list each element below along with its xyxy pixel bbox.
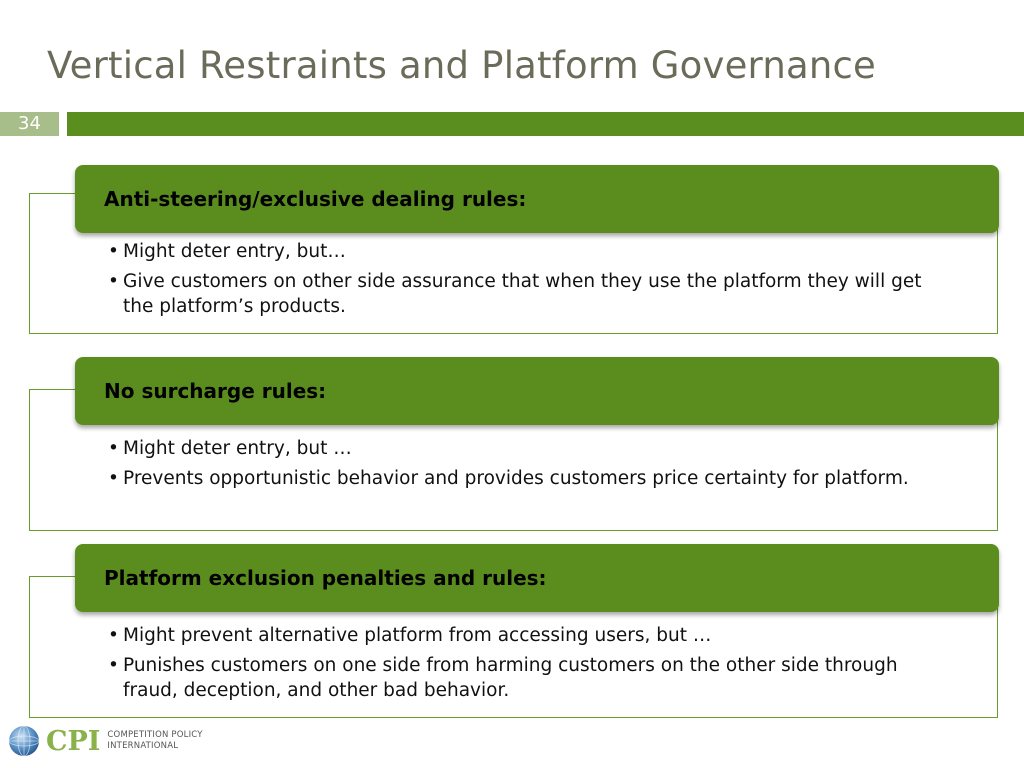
- panel-header-exclusion-penalties: Platform exclusion penalties and rules:: [75, 544, 999, 612]
- bullet-icon: •: [108, 468, 119, 489]
- list-item: • Might deter entry, but…: [108, 241, 346, 262]
- slide-title: Vertical Restraints and Platform Governance: [47, 44, 876, 87]
- list-item: • Prevents opportunistic behavior and provides customers price certainty for platform.: [108, 468, 909, 489]
- slide-number: 34: [0, 112, 59, 136]
- list-item: • Might deter entry, but …: [108, 438, 352, 459]
- bullet-icon: •: [108, 625, 119, 646]
- list-item: • Give customers on other side assurance that when they use the platform they will get the platform’s products.: [108, 271, 922, 317]
- bullet-list-no-surcharge: [108, 436, 938, 496]
- bullet-icon: •: [108, 655, 119, 676]
- list-item: • Might prevent alternative platform from accessing users, but …: [108, 625, 712, 646]
- title-underline-bar: [67, 112, 1024, 136]
- cpi-logo: [8, 719, 203, 763]
- logo-subtitle: COMPETITION POLICY INTERNATIONAL: [107, 730, 203, 751]
- list-item: • Punishes customers on one side from harming customers on the other side through fraud, deception, and other bad behavior.: [108, 655, 898, 701]
- bullet-icon: •: [108, 271, 119, 292]
- bullet-icon: •: [108, 241, 119, 262]
- bullet-list-exclusion-penalties: [108, 623, 938, 708]
- bullet-icon: •: [108, 438, 119, 459]
- logo-letters: CPI: [46, 725, 101, 757]
- bullet-list-anti-steering: [108, 239, 938, 324]
- globe-icon: [8, 721, 40, 761]
- panel-header-no-surcharge: No surcharge rules:: [75, 357, 999, 425]
- panel-header-anti-steering: Anti-steering/exclusive dealing rules:: [75, 165, 999, 233]
